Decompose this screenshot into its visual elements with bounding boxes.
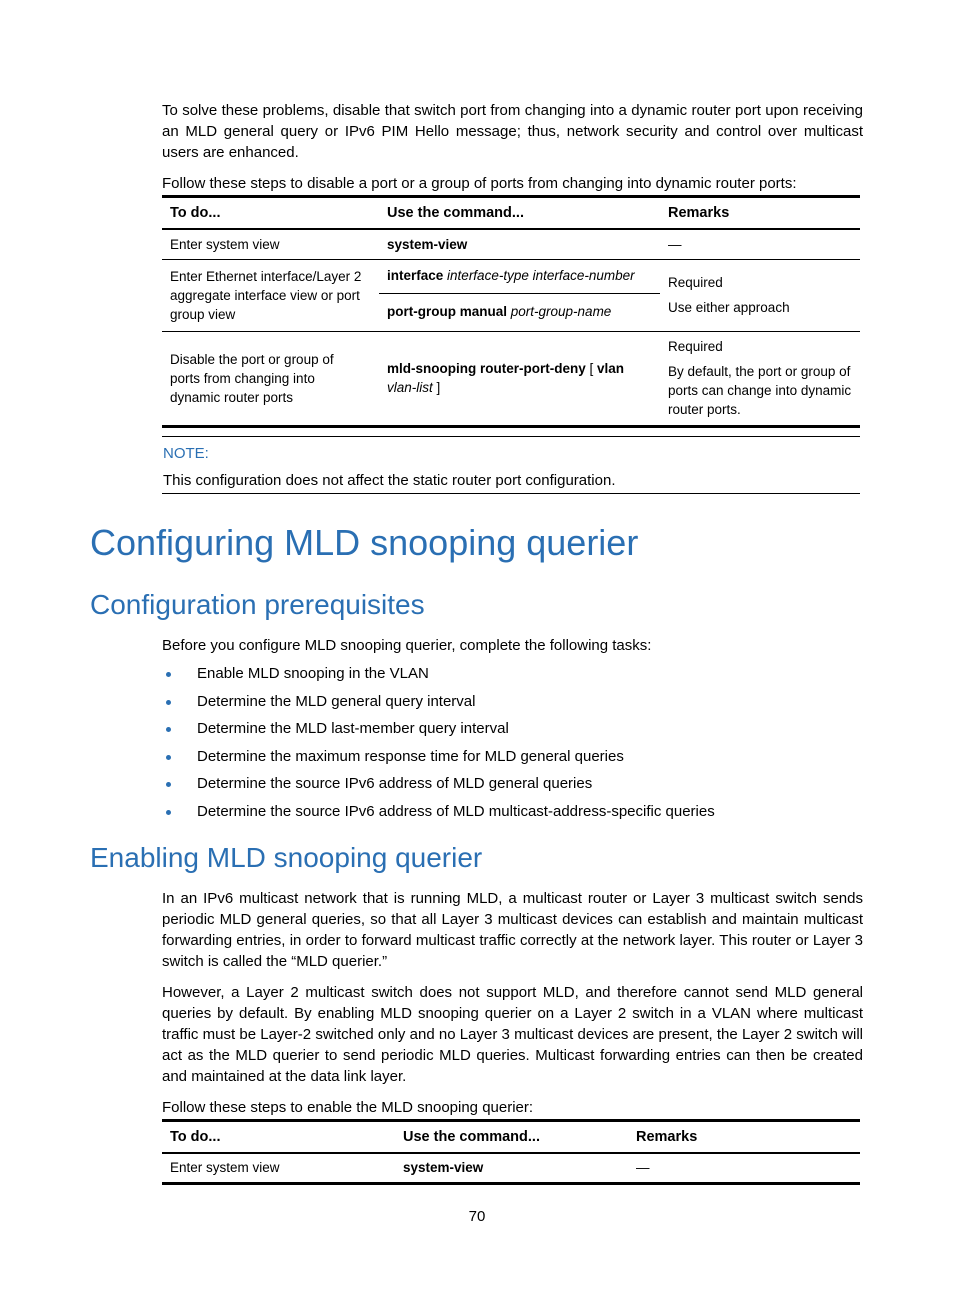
list-item [162, 772, 715, 800]
list-item-text: Determine the MLD last-member query interval [197, 720, 509, 737]
remarks-cell: — [668, 236, 682, 252]
command-option-a [379, 260, 660, 294]
list-item-text: Determine the source IPv6 address of MLD general queries [197, 775, 593, 792]
list-item [162, 800, 715, 828]
command-cell [379, 259, 660, 331]
prereq-list [162, 662, 715, 827]
remarks-cell [660, 331, 860, 426]
command-cell: system-view [403, 1160, 484, 1176]
table-row [162, 259, 860, 331]
bullet-icon [166, 672, 171, 677]
enabling-paragraph-1: In an IPv6 multicast network that is running MLD, a multicast router or Layer 3 multicast switch sends periodic MLD general queries, so that all Layer 3 multicast devices can establish and maintain multicast forwarding entries, in order to forward multicast traffic correctly at the network layer. This router or Layer 3 switch is called the “MLD querier.” [162, 890, 863, 970]
col-header-todo: To do... [170, 1129, 221, 1145]
command-argument: vlan-list [387, 380, 433, 395]
bullet-icon [166, 755, 171, 760]
table-row [162, 229, 860, 259]
note-box [162, 436, 860, 494]
col-header-command: Use the command... [403, 1129, 540, 1145]
table-row [162, 331, 860, 426]
list-item [162, 717, 715, 745]
remarks-line: Use either approach [668, 300, 790, 315]
list-item-text: Determine the MLD general query interval [197, 692, 476, 710]
col-header-remarks: Remarks [668, 205, 730, 221]
col-header-remarks: Remarks [636, 1129, 698, 1145]
section-title: Configuring MLD snooping querier [90, 522, 639, 563]
col-header-todo: To do... [170, 205, 221, 221]
bullet-icon [166, 700, 171, 705]
enabling-title: Enabling MLD snooping querier [90, 842, 483, 873]
prereq-title: Configuration prerequisites [90, 589, 425, 620]
command-cell: system-view [387, 236, 468, 252]
table-row [162, 1153, 860, 1183]
list-item [162, 662, 715, 690]
list-item [162, 745, 715, 773]
command-keyword: vlan [597, 361, 625, 376]
steps-intro-1: Follow these steps to disable a port or a group of ports from changing into dynamic router ports: [162, 175, 797, 192]
list-item [162, 690, 715, 718]
bullet-icon [166, 782, 171, 787]
note-text: This configuration does not affect the static router port configuration. [163, 472, 616, 489]
list-item-text: Determine the maximum response time for MLD general queries [197, 747, 624, 765]
command-table-1 [162, 195, 860, 428]
remarks-cell [660, 259, 860, 331]
enabling-paragraph-2: However, a Layer 2 multicast switch does not support MLD, and therefore cannot send MLD general queries by default. By enabling MLD snooping querier on a Layer 2 switch in a VLAN where multicast traffic must be Layer-2 switched only and no Layer 3 multicast devices are present, the Layer 2 switch will act as the MLD querier to send periodic MLD queries. Multicast forwarding entries can then be created and maintained at the data link layer. [162, 984, 863, 1085]
command-bracket: [ [585, 361, 597, 376]
command-bracket: ] [432, 380, 441, 395]
remarks-cell: — [636, 1160, 650, 1176]
todo-cell: Enter system view [170, 236, 280, 252]
todo-cell: Disable the port or group of ports from changing into dynamic router ports [170, 351, 334, 405]
remarks-line: Required [668, 275, 723, 290]
command-table-2 [162, 1119, 860, 1185]
command-option-b [379, 294, 660, 331]
remarks-line: By default, the port or group of ports can change into dynamic router ports. [668, 364, 852, 417]
bullet-icon [166, 810, 171, 815]
intro-paragraph: To solve these problems, disable that switch port from changing into a dynamic router port upon receiving an MLD general query or IPv6 PIM Hello message; thus, network security and control over multicast users are enhanced. [162, 102, 863, 161]
command-cell [379, 331, 660, 426]
col-header-command: Use the command... [387, 205, 524, 221]
bullet-icon [166, 727, 171, 732]
command-keyword: port-group manual [387, 303, 507, 319]
note-label: NOTE: [163, 445, 209, 462]
todo-cell: Enter system view [170, 1160, 280, 1176]
command-keyword: interface [387, 267, 444, 283]
command-argument: interface-type interface-number [447, 267, 635, 283]
steps-intro-2: Follow these steps to enable the MLD snooping querier: [162, 1099, 534, 1116]
command-argument: port-group-name [510, 303, 612, 319]
page-number: 70 [468, 1208, 486, 1225]
todo-cell: Enter Ethernet interface/Layer 2 aggregate interface view or port group view [170, 268, 362, 322]
command-keyword: mld-snooping router-port-deny [387, 361, 586, 376]
list-item-text: Determine the source IPv6 address of MLD multicast-address-specific queries [197, 802, 715, 820]
prereq-intro: Before you configure MLD snooping querier, complete the following tasks: [162, 637, 652, 654]
list-item-text: Enable MLD snooping in the VLAN [197, 665, 429, 682]
remarks-line: Required [668, 339, 723, 354]
